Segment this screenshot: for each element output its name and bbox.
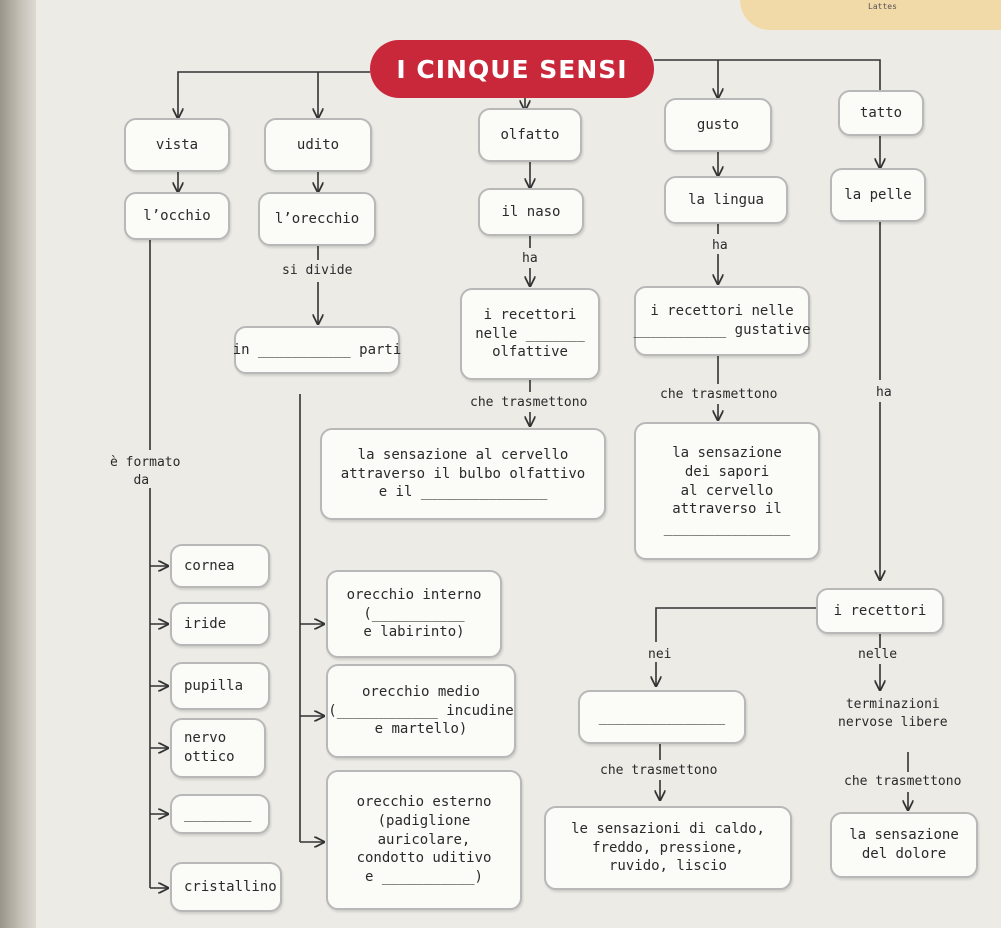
label-si-divide: si divide xyxy=(282,263,353,278)
tatto-blank-box: _______________ xyxy=(578,690,746,744)
label-ha-lingua: ha xyxy=(712,238,728,253)
eye-part-iride: iride xyxy=(170,602,270,646)
eye-part-blank: ________ xyxy=(170,794,270,834)
eye-part-cristallino: cristallino xyxy=(170,862,282,912)
tatto-sensazioni-box: le sensazioni di caldo, freddo, pressione, ruvido, liscio xyxy=(544,806,792,890)
sense-tatto-box: tatto xyxy=(838,90,924,136)
udito-parti-box: in ___________ parti xyxy=(234,326,400,374)
sense-udito-box: udito xyxy=(264,118,372,172)
gusto-sensazione-box: la sensazione dei sapori al cervello attraverso il _______________ xyxy=(634,422,820,560)
organ-pelle-box: la pelle xyxy=(830,168,926,222)
eye-part-pupilla: pupilla xyxy=(170,662,270,710)
label-trasmettono-olfatto: che trasmettono xyxy=(470,395,588,410)
organ-lingua-box: la lingua xyxy=(664,176,788,224)
label-ha-pelle: ha xyxy=(876,385,892,400)
sense-vista-box: vista xyxy=(124,118,230,172)
label-nelle: nelle xyxy=(858,647,898,662)
page-title: I CINQUE SENSI xyxy=(370,40,654,98)
orecchio-interno-box: orecchio interno (___________ e labirinto) xyxy=(326,570,502,658)
terminazioni-text: terminazioni nervose libere xyxy=(838,697,948,730)
label-trasmettono-nervi: che trasmettono xyxy=(844,774,962,789)
dolore-box: la sensazione del dolore xyxy=(830,812,978,878)
sense-olfatto-box: olfatto xyxy=(478,108,582,162)
organ-orecchio-box: l’orecchio xyxy=(258,192,376,246)
eye-part-cornea: cornea xyxy=(170,544,270,588)
label-nei: nei xyxy=(648,647,672,662)
organ-occhio-box: l’occhio xyxy=(124,192,230,240)
label-trasmettono-tatto: che trasmettono xyxy=(600,763,718,778)
olfatto-sensazione-box: la sensazione al cervello attraverso il bulbo olfattivo e il _______________ xyxy=(320,428,606,520)
sense-gusto-box: gusto xyxy=(664,98,772,152)
organ-naso-box: il naso xyxy=(478,188,584,236)
orecchio-esterno-box: orecchio esterno (padiglione auricolare, condotto uditivo e ___________) xyxy=(326,770,522,910)
olfatto-recettori-box: i recettori nelle _______ olfattive xyxy=(460,288,600,380)
label-e-formato-da: è formato da xyxy=(110,455,181,488)
tatto-recettori-box: i recettori xyxy=(816,588,944,634)
label-trasmettono-gusto: che trasmettono xyxy=(660,387,778,402)
eye-part-nervo-ottico: nervo ottico xyxy=(170,718,266,778)
label-ha-naso: ha xyxy=(522,251,538,266)
corner-label: Lattes xyxy=(868,2,897,11)
orecchio-medio-box: orecchio medio (____________ incudine e martello) xyxy=(326,664,516,758)
gusto-recettori-box: i recettori nelle ___________ gustative xyxy=(634,286,810,356)
